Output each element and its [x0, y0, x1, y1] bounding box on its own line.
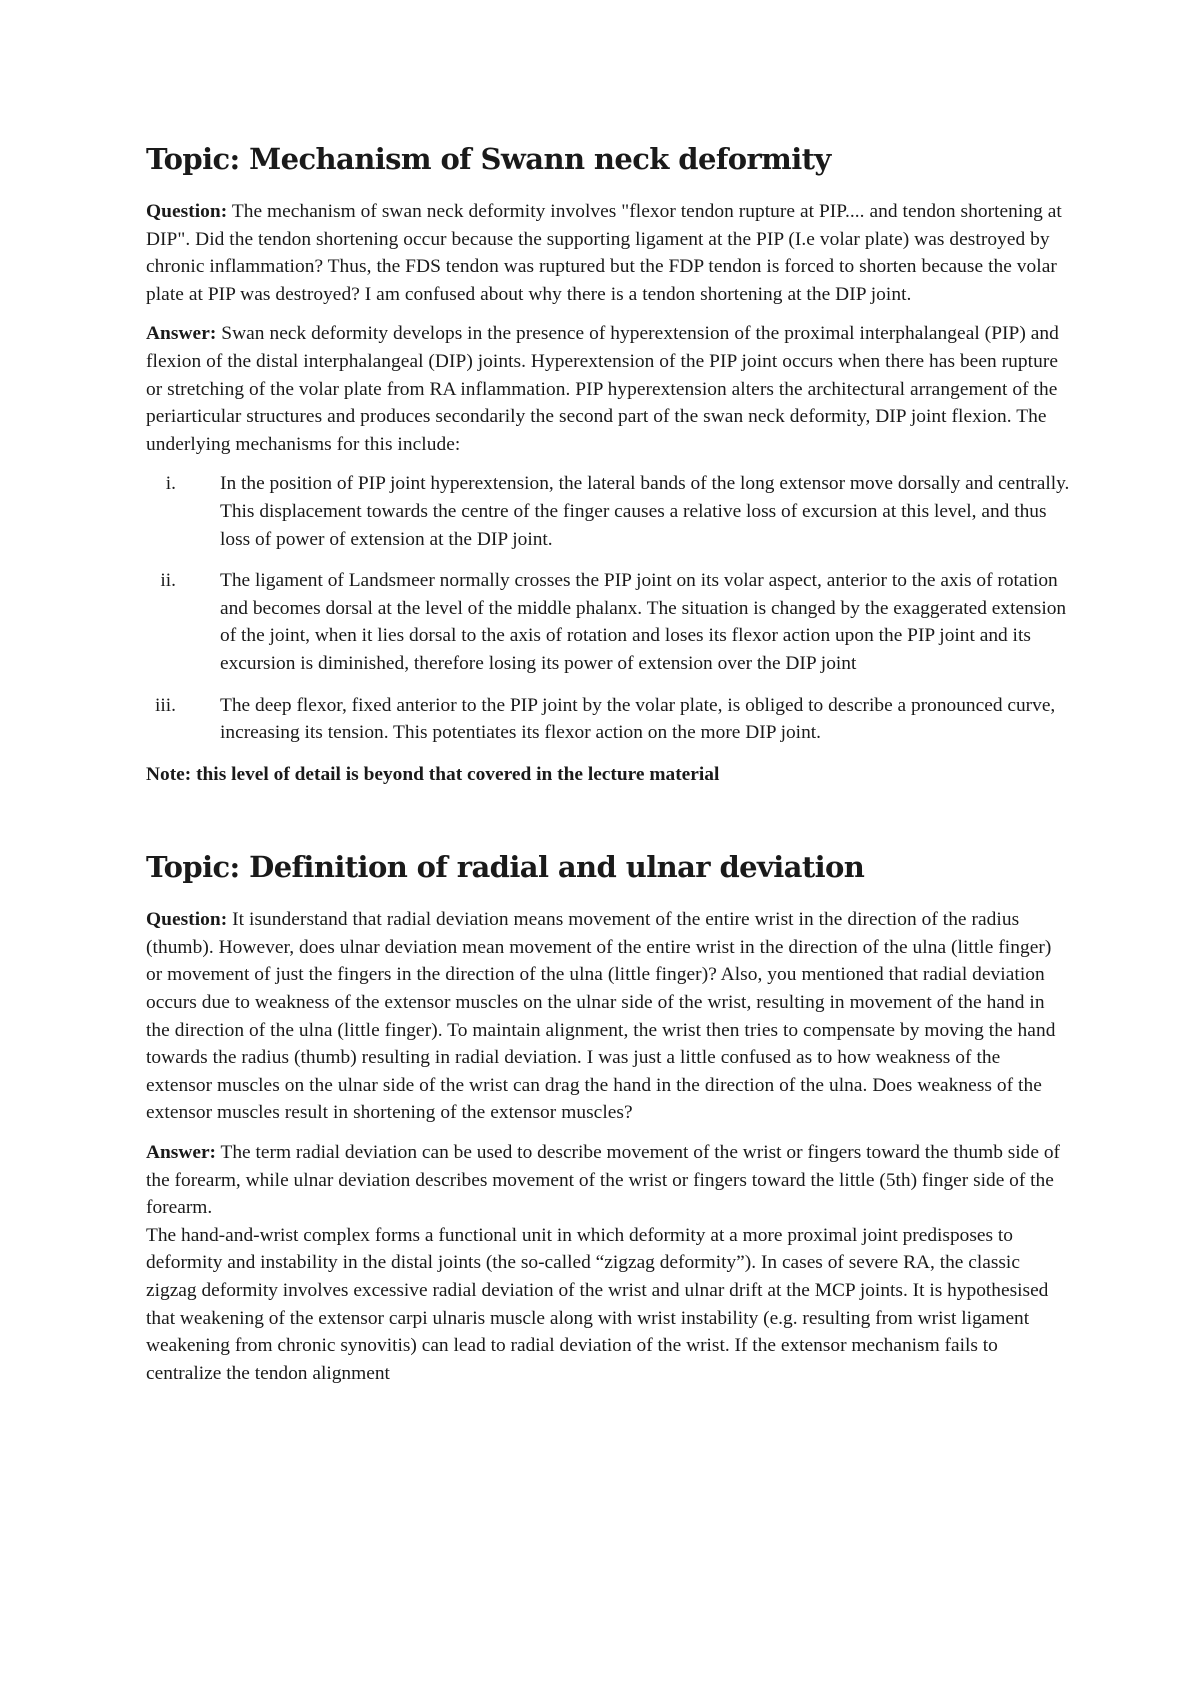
list-item	[146, 567, 1070, 677]
list-item-text: The deep flexor, fixed anterior to the PIP joint by the volar plate, is obliged to describe a pronounced curve, increasing its tension. This potentiates its flexor action on the more DIP joint.	[220, 694, 1056, 744]
list-item-number: i.	[165, 473, 176, 495]
question-text: It isunderstand that radial deviation means movement of the entire wrist in the direction of the radius (thumb). However, does ulnar deviation mean movement of the entire wrist in the direction of the ulna (little finger) or movement of just the fingers in the direction of the ulna (little finger)? Also, you mentioned that radial deviation occurs due to weakness of the extensor muscles on the ulnar side of the wrist, resulting in movement of the hand in the direction of the ulna (little finger). To maintain alignment, the wrist then tries to compensate by moving the hand towards the radius (thumb) resulting in radial deviation. I was just a little confused as to how weakness of the extensor muscles on the ulnar side of the wrist can drag the hand in the direction of the ulna. Does weakness of the extensor muscles result in shortening of the extensor muscles?	[146, 909, 1056, 1124]
topic-title: Topic: Mechanism of Swann neck deformity	[146, 142, 831, 176]
question-label: Question:	[146, 909, 228, 931]
question-text: The mechanism of swan neck deformity involves "flexor tendon rupture at PIP.... and tendon shortening at DIP". Did the tendon shortening occur because the supporting ligament at the PIP (I.e volar plate) was destroyed by chronic inflammation? Thus, the FDS tendon was ruptured but the FDP tendon is forced to shorten because the volar plate at PIP was destroyed? I am confused about why there is a tendon shortening at the DIP joint.	[146, 201, 1062, 305]
list-item-text: In the position of PIP joint hyperextension, the lateral bands of the long extensor move dorsally and centrally. This displacement towards the centre of the finger causes a relative loss of excursion at this level, and thus loss of power of extension at the DIP joint.	[220, 473, 1070, 550]
question-paragraph	[146, 906, 1070, 1127]
note-text: Note: this level of detail is beyond that covered in the lecture material	[146, 763, 720, 785]
answer-label: Answer:	[146, 1142, 217, 1164]
answer-paragraph	[146, 1139, 1070, 1222]
answer-text: The term radial deviation can be used to describe movement of the wrist or fingers toward the thumb side of the forearm, while ulnar deviation describes movement of the wrist or fingers toward the little (5th) finger side of the forearm.	[146, 1142, 1060, 1219]
list-item-number: ii.	[160, 570, 176, 592]
list-item	[146, 470, 1070, 553]
question-label: Question:	[146, 201, 228, 222]
answer-continued-paragraph: The hand-and-wrist complex forms a functional unit in which deformity at a more proximal joint predisposes to deformity and instability in the distal joints (the so-called “zigzag deformity”). In cases of severe RA, the classic zigzag deformity involves excessive radial deviation of the wrist and ulnar drift at the MCP joints. It is hypothesised that weakening of the extensor carpi ulnaris muscle along with wrist instability (e.g. resulting from wrist ligament weakening from chronic synovitis) can lead to radial deviation of the wrist. If the extensor mechanism fails to centralize the tendon alignment	[146, 1224, 1049, 1384]
list-item-text: The ligament of Landsmeer normally crosses the PIP joint on its volar aspect, anterior to the axis of rotation and becomes dorsal at the level of the middle phalanx. The situation is changed by the exaggerated extension of the joint, when it lies dorsal to the axis of rotation and loses its flexor action upon the PIP joint and its excursion is diminished, therefore losing its power of extension over the DIP joint	[220, 570, 1067, 674]
answer-paragraph	[146, 320, 1070, 458]
answer-text: Swan neck deformity develops in the presence of hyperextension of the proximal interphalangeal (PIP) and flexion of the distal interphalangeal (DIP) joints. Hyperextension of the PIP joint occurs when there has been rupture or stretching of the volar plate from RA inflammation. PIP hyperextension alters the architectural arrangement of the periarticular structures and produces secondarily the second part of the swan neck deformity, DIP joint flexion. The underlying mechanisms for this include:	[146, 323, 1059, 455]
answer-label: Answer:	[146, 323, 217, 345]
topic-section-radial-ulnar	[146, 848, 1070, 1387]
topic-section-swan-neck	[146, 140, 1070, 788]
topic-title: Topic: Definition of radial and ulnar deviation	[146, 850, 865, 885]
list-item	[146, 692, 1070, 747]
mechanism-list	[146, 470, 1070, 746]
question-paragraph	[146, 198, 1070, 308]
list-item-number: iii.	[154, 694, 176, 716]
